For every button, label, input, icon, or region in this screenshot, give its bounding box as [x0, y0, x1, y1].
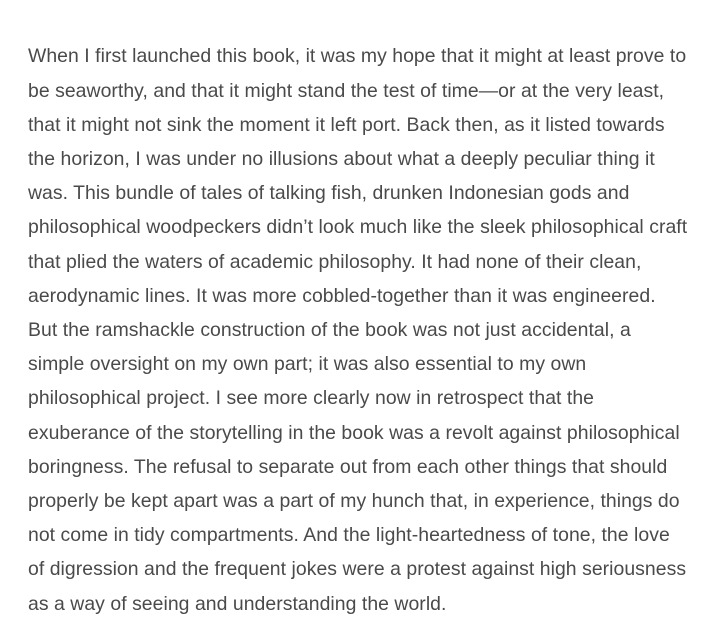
body-paragraph: When I first launched this book, it was my hope that it might at least prove to be seaworthy, and that it might stand the test of time—or at the very least, that it might not sink the moment it left port. Back then, as it listed towards the horizon, I was under no illusions about what a deeply peculiar thing it was. This bundle of tales of talking fish, drunken Indonesian gods and philosophical woodpeckers didn’t look much like the sleek philosophical craft that plied the waters of academic philosophy. It had none of their clean, aerodynamic lines. It was more cobbled-together than it was engineered. But the ramshackle construction of the book was not just accidental, a simple oversight on my own part; it was also essential to my own philosophical project. I see more clearly now in retrospect that the exuberance of the storytelling in the book was a revolt against philosophical boringness. The refusal to separate out from each other things that should properly be kept apart was a part of my hunch that, in experience, things do not come in tidy compartments. And the light-heartedness of tone, the love of digression and the frequent jokes were a protest against high seriousness as a way of seeing and understanding the world. — [28, 45, 693, 615]
